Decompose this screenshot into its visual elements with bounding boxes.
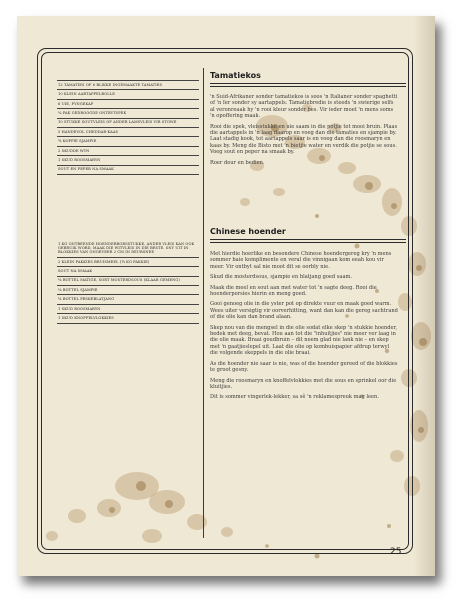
ingredient-item: ¼ PAK GEDROOGDE ONTBYTSPEK xyxy=(57,109,199,118)
ingredient-item: 1 KG ONTBEENDE HOENDERBORSSTUKKE, ANDER VLEIS KAN OOK GEBRUIK WORD, MAAK DIE WITVLEIS IN DIE BESTE. SNY UIT IN BLOKKIES VAN ONGEVEER 2 CM IN DEURSNEE xyxy=(57,240,199,258)
recipe-paragraph: Gooi genoeg olie in die yster pot op direkte vuur en maak goed warm. Wees uiter versigtig vir oorverhitting, want dan kan die gereg sachtrand of die olie kan dan brand alaan. xyxy=(210,301,398,321)
ingredient-item: ¼ BOTTEL PESKEBLATJANG xyxy=(57,295,199,304)
column-divider xyxy=(203,68,204,538)
recipe-paragraph: Dit is sommer vingerlek-lekker, sa sê 'n reklamespreuk mag leen. xyxy=(210,394,379,401)
ingredient-item: 2 KLEIN PAKKIES BRUISMEEL (¾ KG PAKKIE) xyxy=(57,258,199,267)
ingredient-list-tamatiekos xyxy=(57,80,199,175)
recipe-paragraph: Skep nou van die mengsel in die olie sodat elke skep 'n stukkie hoender, bedek met deeg, bevat. Hou aan tot die "inhuitjies" nie meer ver laag in die olie maak. Braai goudbruin – dit neem glad nie lank nie – en skep met 'n gaatjieslepel uit. Laat die olie op kombuispapier afdrup terwyl die volgende skeppels in die olie braai. xyxy=(210,324,398,357)
recipe-paragraph: As die hoender nie saar is nie, was of die hoender gereed of die blokkies te groot gesny. xyxy=(210,360,398,374)
ingredient-item: SOUT NA SMAAK xyxy=(57,267,199,276)
recipe-paragraph: Met hierdie hoerlike en besondere Chinese hoendergereg kry 'n mens sommer baie komplimente en veral die vinnigaan kom eeah kou vir meer. Vir ontbyt sal nie moot dit se oorbly nie. xyxy=(210,251,392,270)
ingredient-item: 10 KLEIN AARTAPPELBOLLE xyxy=(57,90,199,99)
recipe-paragraph: Skud die mosterdsous, sjampie en blatjang goed saam. xyxy=(210,274,352,281)
ingredient-item: 10 STUKKE SOUTVLEIS OF ANDER LAMSVLEIS VIR STOWE xyxy=(57,119,199,128)
recipe-paragraph: Maak die meel en sout aan met water tot 'n sagte deeg. Rooi die hoenderporsies hierin en meng goed. xyxy=(210,284,377,298)
recipe-title-chinese-hoender: Chinese hoender xyxy=(210,227,406,240)
ingredient-item: 2 SKUDDE WYN xyxy=(57,147,199,156)
recipe-paragraph: Roer deur en bedien. xyxy=(210,159,265,166)
ingredient-item: ¼ BOTTEL MATIGE, SORT MOSTERDSOUS (KLAAR GEMENG) xyxy=(57,277,199,286)
ingredient-item: ¾ KOPPIE SJAMPIE xyxy=(57,137,199,146)
ingredient-item: 12 TAMATIES OF 6 BLIKKE INGEMAAKTE TAMATIES xyxy=(57,81,199,90)
recipe-body-chinese-hoender xyxy=(210,251,398,405)
book-page xyxy=(17,16,435,576)
ingredient-item: 1 SKUD KNOFFELVLOKKIES xyxy=(57,314,199,323)
ingredient-item: 1 SKUD ROOSMARYN xyxy=(57,305,199,314)
ingredient-item: 6 UIE, FYNGEKAP xyxy=(57,100,199,109)
recipe-paragraph: Rooi die spek, vleisstukke en uie saam in die potjie tot mooi bruin. Plaas die aartappels in 'n laag daarop en voeg dan die tamaties en sjampie by. Laat stadig kook, tot aartappels saar is en voeg dan die roosmaryn en kaas by. Meng die Bisto met 'n bietjie water en verdik die potjie se sous. Voeg sout en peper na smaak by. xyxy=(210,123,398,156)
recipe-body-tamatiekos xyxy=(210,94,398,170)
ingredient-list-chinese-hoender xyxy=(57,240,199,324)
ingredient-item: 1 SKUD ROOSMARYN xyxy=(57,156,199,165)
ingredient-item: ¼ BOTTEL SJAMPIE xyxy=(57,286,199,295)
ingredient-item: SOUT EN PEPER NA SMAAK xyxy=(57,166,199,175)
recipe-paragraph: 'n Suid-Afrikaner sonder tamatiekos is soos 'n Italianer sonder spaghetti of 'n Ier sonder sy aartappels. Tamatiebredie is steeds 'n swierige selfs al veronreaak hy 'n rooi kleur sonder bes. Vir ieder moet 'n mens soms 'n opoffering maak. xyxy=(210,94,398,120)
page-number: 25 xyxy=(390,547,402,557)
recipe-paragraph: Meng die roosmaryn en knoffelvlokkies met die sous en sprinkel oor die kluitjies. xyxy=(210,377,397,390)
recipe-title-tamatiekos: Tamatiekos xyxy=(210,71,406,84)
ingredient-item: 5 HANDEVOL CHEDDAR-KAAS xyxy=(57,128,199,137)
